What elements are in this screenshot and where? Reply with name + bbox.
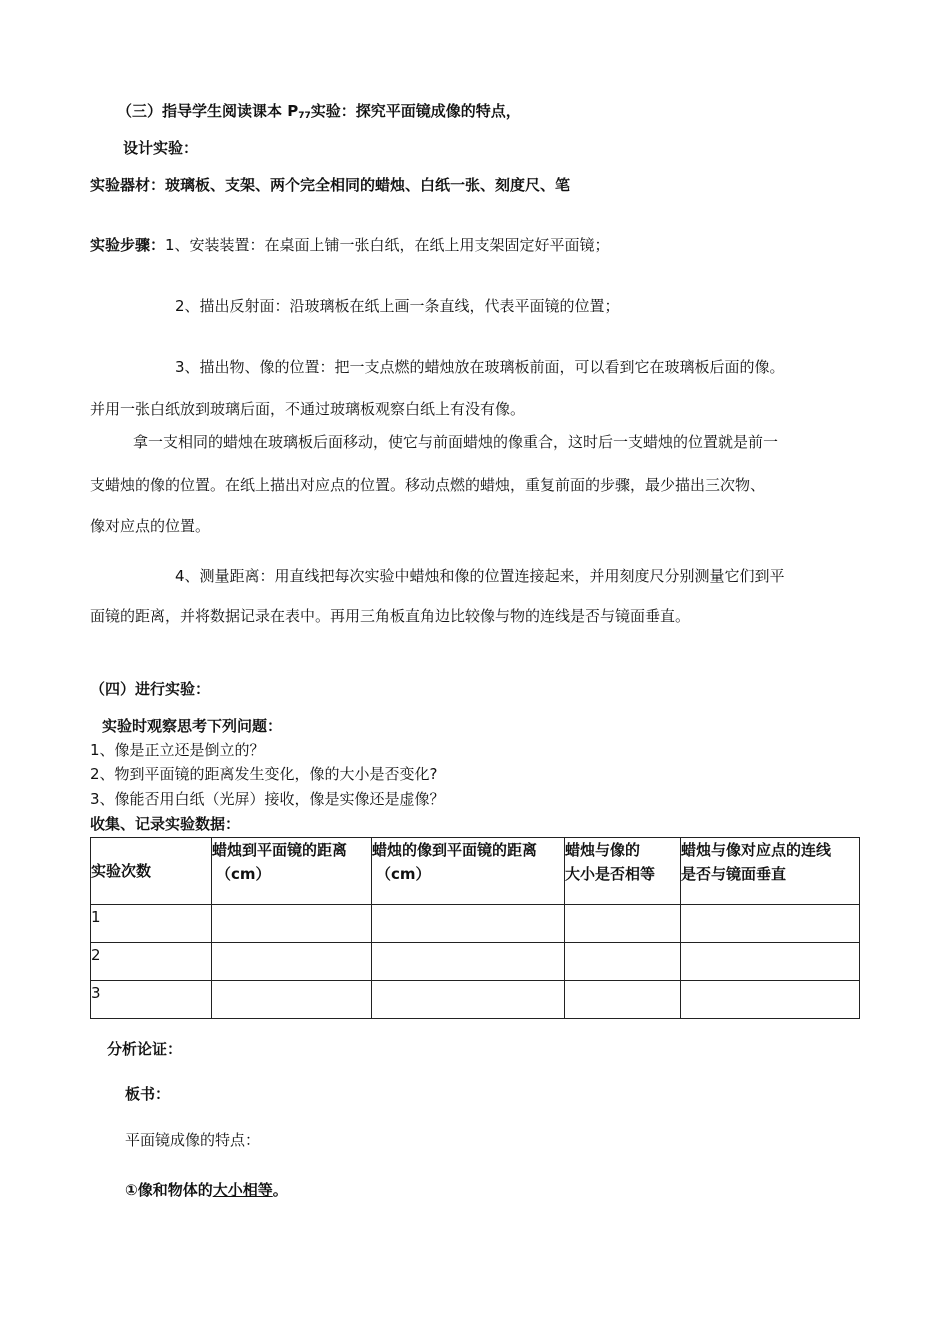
- table-header-row: [91, 838, 860, 905]
- section3-title: （三）指导学生阅读课本 $P_{77}$实验：探究平面镜成像的特点，: [117, 102, 521, 121]
- materials-line: 实验器材：玻璃板、支架、两个完全相同的蜡烛、白纸一张、刻度尺、笔: [90, 176, 571, 194]
- feature-point-1: ①像和物体的大小相等。: [125, 1181, 288, 1199]
- question-1: 1、像是正立还是倒立的？: [90, 741, 265, 759]
- question-3: 3、像能否用白纸（光屏）接收，像是实像还是虚像？: [90, 790, 445, 808]
- header-trial-number: 实验次数: [91, 838, 212, 905]
- design-heading: 设计实验：: [123, 139, 199, 157]
- data-table: [90, 837, 860, 1019]
- collect-heading: 收集、记录实验数据：: [90, 815, 241, 833]
- table-cell: [372, 981, 565, 1019]
- step1-line: 实验步骤：1、安装装置：在桌面上铺一张白纸，在纸上用支架固定好平面镜；: [90, 236, 610, 254]
- table-cell: [565, 981, 681, 1019]
- table-cell: [372, 905, 565, 943]
- table-cell: 1: [91, 905, 212, 943]
- para-line3: 像对应点的位置。: [90, 517, 211, 535]
- step3-line1: 3、描出物、像的位置：把一支点燃的蜡烛放在玻璃板前面，可以看到它在玻璃板后面的像。: [175, 358, 785, 376]
- section4-title: （四）进行实验：: [90, 680, 211, 698]
- para-line2: 支蜡烛的像的位置。在纸上描出对应点的位置。移动点燃的蜡烛，重复前面的步骤，最少描出三次物、: [90, 476, 766, 494]
- table-cell: [565, 905, 681, 943]
- step3-line2: 并用一张白纸放到玻璃后面，不通过玻璃板观察白纸上有没有像。: [90, 400, 526, 418]
- table-cell: [565, 943, 681, 981]
- table-cell: 3: [91, 981, 212, 1019]
- header-size-equal: 蜡烛与像的 大小是否相等: [565, 838, 681, 905]
- table-cell: [681, 905, 860, 943]
- header-image-distance: 蜡烛的像到平面镜的距离 （cm）: [372, 838, 565, 905]
- table-row: [91, 981, 860, 1019]
- table-cell: 2: [91, 943, 212, 981]
- board-heading: 板书：: [125, 1085, 171, 1103]
- features-heading: 平面镜成像的特点：: [125, 1131, 261, 1149]
- para-line1: 拿一支相同的蜡烛在玻璃板后面移动，使它与前面蜡烛的像重合，这时后一支蜡烛的位置就是前一: [133, 433, 779, 451]
- step4-line2: 面镜的距离，并将数据记录在表中。再用三角板直角边比较像与物的连线是否与镜面垂直。: [90, 607, 691, 625]
- step4-line1: 4、测量距离：用直线把每次实验中蜡烛和像的位置连接起来，并用刻度尺分别测量它们到平: [175, 567, 785, 585]
- header-perpendicular: 蜡烛与像对应点的连线 是否与镜面垂直: [681, 838, 860, 905]
- table-row: [91, 905, 860, 943]
- table-cell: [681, 943, 860, 981]
- header-candle-distance: 蜡烛到平面镜的距离 （cm）: [212, 838, 372, 905]
- table-cell: [681, 981, 860, 1019]
- observe-heading: 实验时观察思考下列问题：: [102, 717, 283, 735]
- step2-line: 2、描出反射面：沿玻璃板在纸上画一条直线，代表平面镜的位置；: [175, 297, 620, 315]
- question-2: 2、物到平面镜的距离发生变化，像的大小是否变化?: [90, 765, 438, 783]
- table-row: [91, 943, 860, 981]
- table-cell: [212, 981, 372, 1019]
- table-cell: [212, 943, 372, 981]
- table-cell: [212, 905, 372, 943]
- table-cell: [372, 943, 565, 981]
- analysis-heading: 分析论证：: [107, 1040, 183, 1058]
